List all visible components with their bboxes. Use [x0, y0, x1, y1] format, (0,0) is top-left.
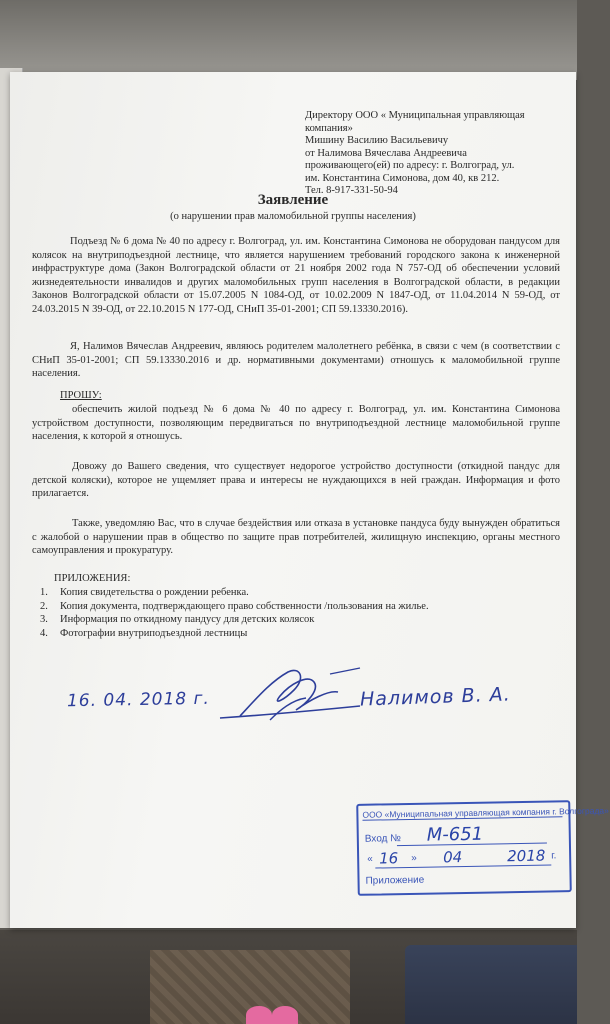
attachment-number: 2. — [40, 600, 48, 612]
stamp-quote-open: « — [367, 853, 373, 865]
stamp-incoming-label: Вход № — [364, 833, 402, 845]
pink-object — [246, 1006, 272, 1024]
request-heading: ПРОШУ: — [60, 390, 102, 401]
attachments-heading: ПРИЛОЖЕНИЯ: — [54, 573, 131, 584]
attachment-item — [40, 586, 560, 600]
handwritten-date: 16. 04. 2018 г. — [66, 688, 211, 712]
paragraph-applicant: Я, Налимов Вячеслав Андреевич, являюсь родителем малолетнего ребёнка, в связи с чем (в соответствии с СНиП 35-01-2001; СП 59.13330.2016 и др. нормативными документами) отношусь к маломобильной группе населения. — [32, 341, 560, 379]
attachments-list — [40, 586, 560, 640]
pink-object — [272, 1006, 298, 1024]
document-title: Заявление — [257, 192, 329, 208]
attachment-item — [40, 613, 560, 627]
addressee-line: компания» — [305, 122, 353, 134]
addressee-line: Директору ООО « Муниципальная управляющая — [305, 110, 525, 121]
attachment-item — [40, 600, 560, 614]
stamp-divider — [397, 843, 547, 847]
stamp-attachment-label: Приложение — [365, 874, 425, 887]
addressee-line: от Налимова Вячеслава Андреевича — [305, 147, 467, 159]
document-page — [10, 72, 609, 928]
attachment-text: Фотографии внутриподъездной лестницы — [60, 627, 248, 639]
registration-stamp — [356, 800, 609, 896]
paragraph-violation: Подъезд № 6 дома № 40 по адресу г. Волгоград, ул. им. Константина Симонова не оборудован пандусом для колясок на внутриподъездной лестнице, что является нарушением требований городского закона к инженерной инфраструктуре дома (Закон Волгоградской области от 21 ноября 2002 года N 757-ОД об обеспечении условий жизнедеятельности инвалидов и других маломобильных групп населения в Волгоградской области, в редакции Законов Волгоградской области от 15.07.2005 N 1084-ОД, от 10.02.2009 N 1847-ОД, от 11.04.2014 N 59-ОД, от 24.03.2015 N 39-ОД, от 22.10.2015 N 177-ОД, СНиП 35-01-2001; СП 59.13330.2016). — [32, 236, 560, 315]
stamp-year: 2018 — [506, 846, 546, 866]
attachment-text: Копия свидетельства о рождении ребенка. — [60, 587, 249, 598]
paragraph-notice: Также, уведомляю Вас, что в случае бездействия или отказа в установке пандуса буду вынужден обратиться с жалобой о нарушении прав в общество по защите прав потребителей, жилищную инспекцию, органы местного самоуправления и прокуратуру. — [32, 518, 560, 556]
addressee-line: Мишину Василию Васильевичу — [305, 135, 449, 146]
stamp-quote-close: » — [411, 852, 417, 864]
paragraph-request: обеспечить жилой подъезд № 6 дома № 40 по адресу г. Волгоград, ул. им. Константина Симонова устройством доступности, позволяющим передвигаться по внутриподъездной лестнице маломобильной группе населения, к которой я отношусь. — [32, 404, 560, 442]
stamp-incoming-number: М-651 — [426, 823, 484, 846]
blue-object — [405, 945, 577, 1024]
signature-icon — [210, 660, 370, 732]
stamp-month: 04 — [443, 848, 463, 867]
handwritten-name: Налимов В. А. — [359, 683, 512, 711]
stamp-day: 16 — [379, 849, 399, 868]
attachment-number: 4. — [40, 627, 48, 639]
attachment-text: Копия документа, подтверждающего право собственности /пользования на жилье. — [60, 600, 429, 612]
addressee-line: им. Константина Симонова, дом 40, кв 212. — [305, 172, 500, 184]
addressee-block — [305, 110, 570, 198]
stamp-year-suffix: г. — [551, 850, 557, 862]
stamp-organization: ООО «Муниципальная управляющая компания г. Волгограда» — [362, 805, 609, 820]
addressee-line: проживающего(ей) по адресу: г. Волгоград, ул. — [305, 160, 515, 171]
attachment-number: 3. — [40, 614, 48, 625]
stamp-divider — [375, 864, 551, 868]
attachment-text: Информация по откидному пандусу для детских колясок — [60, 614, 315, 625]
document-subtitle: (о нарушении прав маломобильной группы населения) — [170, 211, 416, 222]
attachment-number: 1. — [40, 587, 48, 598]
paragraph-info: Довожу до Вашего сведения, что существует недорогое устройство доступности (откидной пандус для детской коляски), которое не ущемляет права и интересы не нуждающихся в ней граждан. Информация и фото прилагается. — [32, 461, 560, 499]
background-top — [0, 0, 577, 80]
addressee-line: Тел. 8-917-331-50-94 — [305, 185, 398, 196]
attachment-item — [40, 627, 560, 641]
